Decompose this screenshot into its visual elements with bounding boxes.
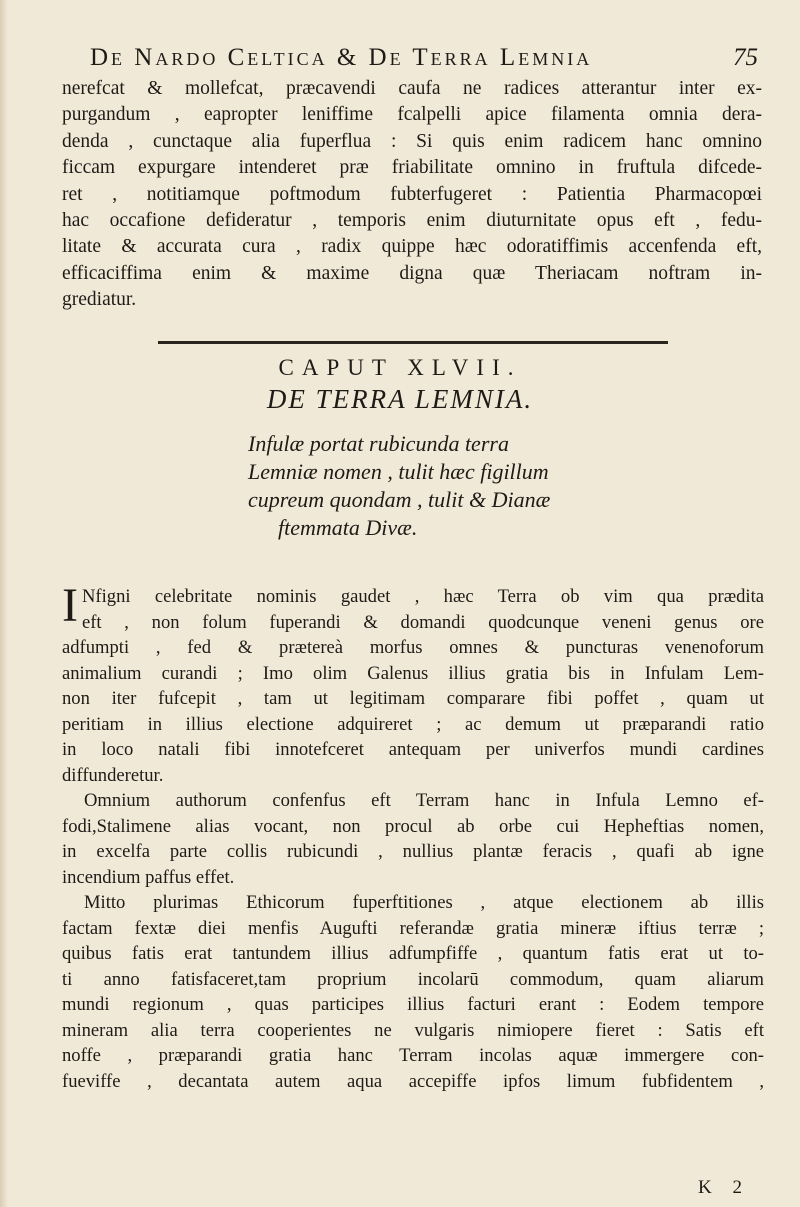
page-header	[90, 44, 770, 78]
text-line: Nfigni celebritate nominis gaudet , hæc Terra ob vim qua prædita	[81, 586, 764, 607]
text-line: mineram alia terra cooperientes ne vulgaris nimiopere fieret : Satis eft	[62, 1019, 764, 1041]
page-number: 75	[733, 44, 758, 71]
epigraph	[248, 430, 668, 542]
text-line: denda , cunctaque alia fuperflua : Si quis enim radicem hanc omnino	[62, 130, 762, 152]
text-line: peritiam in illius electione adquireret ; ac demum ut præparandi ratio	[62, 713, 764, 735]
text-line: in excelfa parte collis rubicundi , nullius plantæ feracis , quafi ab igne	[62, 841, 764, 862]
text-line: efficaciffima enim & maxime digna quæ Theriacam noftram in-	[62, 262, 762, 284]
epigraph-line: cupreum quondam , tulit & Dianæ	[248, 487, 551, 512]
chapter-body	[62, 579, 764, 1094]
drop-cap: I	[62, 579, 78, 632]
text-line: animalium curandi ; Imo olim Galenus illius gratia bis in Infulam Lem-	[62, 662, 764, 684]
text-line: adfumpti , fed & prætereà morfus omnes & puncturas venenoforum	[62, 637, 764, 658]
text-line: Omnium authorum confenfus eft Terram hanc in Infula Lemno ef-	[84, 790, 764, 811]
text-line: ficcam expurgare intenderet præ friabilitate omnino in fruftula difcede-	[62, 157, 762, 179]
top-paragraph	[62, 76, 762, 314]
text-line: noffe , præparandi gratia hanc Terram incolas aquæ immergere con-	[62, 1045, 764, 1066]
text-line: in loco natali fibi innotefceret antequam per univerfos mundi cardines	[62, 739, 764, 760]
text-line: nerefcat & mollefcat, præcavendi caufa ne radices atterantur inter ex-	[62, 78, 762, 99]
text-line: ret , notitiamque poftmodum fubterfugeret : Patientia Pharmacopœi	[62, 183, 762, 205]
text-line: hac occafione defideratur , temporis enim diuturnitate opus eft , fedu-	[62, 210, 762, 232]
text-line: litate & accurata cura , radix quippe hæc odoratiffimis accenfenda eft,	[62, 236, 762, 258]
text-line: purgandum , eapropter leniffime fcalpelli apice filamenta omnia dera-	[62, 104, 762, 126]
text-line: fodi,Stalimene alias vocant, non procul ab orbe cui Hepheftias nomen,	[62, 815, 764, 837]
epigraph-line: Infulæ portat rubicunda terra	[248, 431, 509, 456]
text-line: eft , non folum fuperandi & domandi quodcunque veneni genus ore	[81, 611, 764, 633]
text-line: factam fextæ diei menfis Augufti referandæ gratia mineræ iftius terræ ;	[62, 917, 764, 939]
text-line: non iter fufcepit , tam ut legitimam comparare fibi poffet , quam ut	[62, 688, 764, 709]
chapter-number: CAPUT XLVII.	[278, 355, 522, 380]
text-line: diffunderetur.	[62, 764, 164, 786]
epigraph-line: Lemniæ nomen , tulit hæc figillum	[248, 459, 549, 484]
page-edge	[0, 0, 8, 1207]
text-line: Mitto plurimas Ethicorum fuperftitiones , atque electionem ab illis	[84, 892, 764, 913]
text-line: quibus fatis erat tantundem illius adfumpfiffe , quantum fatis erat ut to-	[62, 943, 764, 964]
text-line: ti anno fatisfaceret,tam proprium incolarū commodum, quam aliarum	[62, 968, 764, 990]
text-line: mundi regionum , quas participes illius facturi erant : Eodem tempore	[62, 994, 764, 1015]
text-line: fueviffe , decantata autem aqua accepiffe ipfos limum fubfidentem ,	[62, 1070, 764, 1092]
chapter-title: DE TERRA LEMNIA.	[266, 384, 534, 414]
chapter-rule	[158, 341, 668, 344]
running-head: De Nardo Celtica & De Terra Lemnia	[90, 44, 593, 71]
catchword: K 2	[698, 1177, 750, 1198]
text-line: incendium paffus effet.	[62, 866, 235, 888]
text-line: grediatur.	[62, 289, 137, 311]
epigraph-line: ftemmata Divæ.	[278, 515, 418, 540]
